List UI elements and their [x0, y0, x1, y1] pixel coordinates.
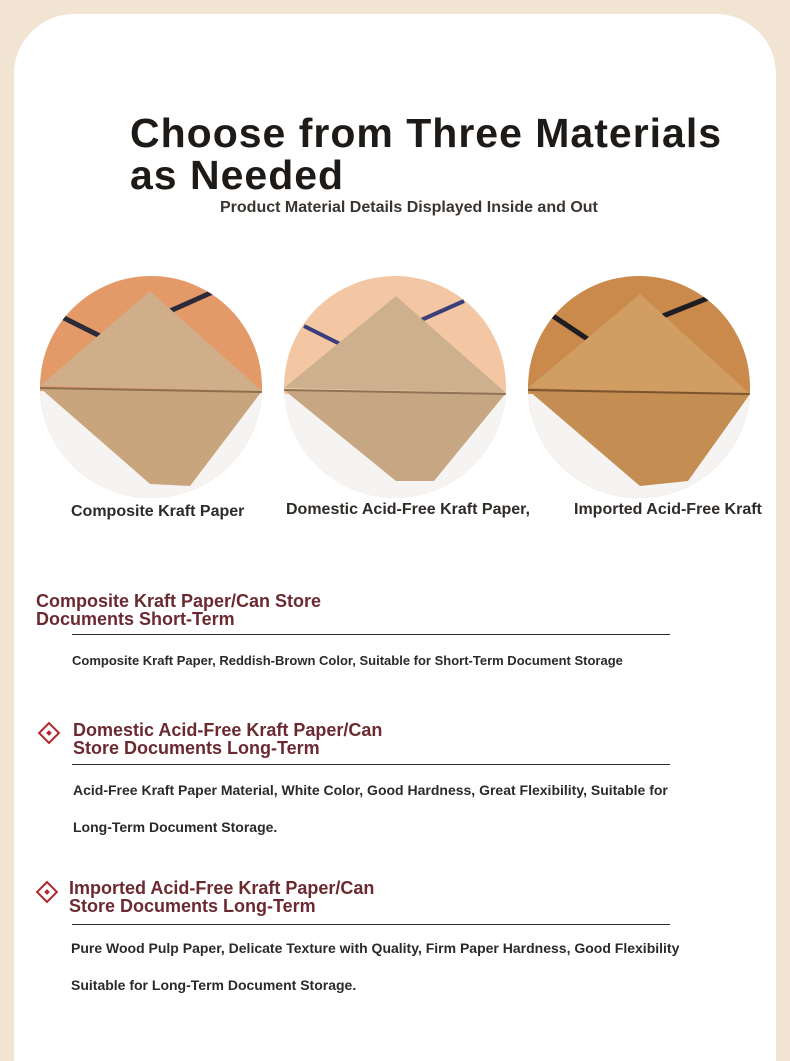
section-description-domestic: Acid-Free Kraft Paper Material, White Color, Good Hardness, Great Flexibility, Suitable for Long-Term Document Storage.	[73, 782, 668, 835]
section-title-imported: Imported Acid-Free Kraft Paper/Can Store Documents Long-Term	[69, 878, 375, 916]
page-title: Choose from Three Materials as Needed	[130, 110, 723, 198]
section-description-composite: Composite Kraft Paper, Reddish-Brown Color, Suitable for Short-Term Document Storage	[72, 653, 623, 668]
content-card	[14, 14, 776, 1061]
section-title-composite: Composite Kraft Paper/Can Store Documents Short-Term	[36, 591, 322, 629]
domestic-acid-free-swatch-image	[284, 276, 506, 498]
material-label-imported: Imported Acid-Free Kraft	[574, 501, 762, 518]
section-title-domestic: Domestic Acid-Free Kraft Paper/Can Store Documents Long-Term	[73, 720, 383, 758]
imported-acid-free-swatch-image	[528, 276, 750, 498]
section-divider	[72, 924, 670, 925]
section-divider	[72, 764, 670, 765]
composite-kraft-swatch-image	[40, 276, 262, 498]
section-description-imported: Pure Wood Pulp Paper, Delicate Texture with Quality, Firm Paper Hardness, Good Flexibility Suitable for Long-Term Document Storage.	[71, 940, 680, 993]
diamond-bullet-icon	[36, 881, 59, 904]
section-divider	[72, 634, 670, 635]
diamond-bullet-icon	[38, 722, 61, 745]
page-subtitle: Product Material Details Displayed Inside and Out	[220, 199, 598, 216]
material-label-domestic: Domestic Acid-Free Kraft Paper,	[286, 501, 530, 518]
material-label-composite: Composite Kraft Paper	[71, 503, 245, 520]
